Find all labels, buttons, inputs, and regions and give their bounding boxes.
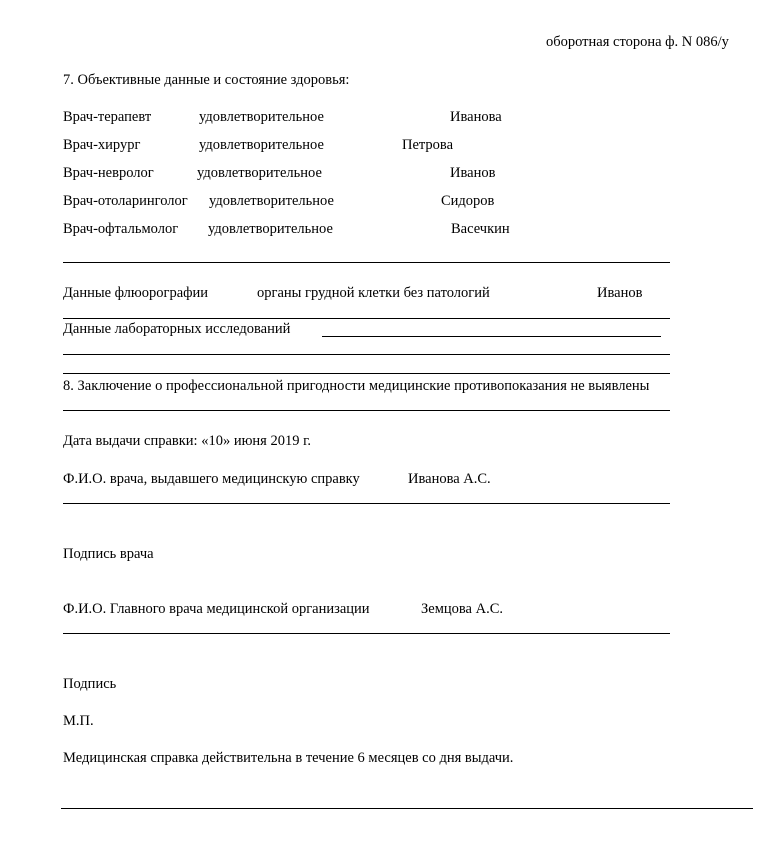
doctor-role: Врач-терапевт <box>63 109 152 125</box>
doctor-name: Васечкин <box>451 221 510 237</box>
doctor-name: Иванов <box>450 165 496 181</box>
chief-doctor-name: Земцова А.С. <box>421 601 503 617</box>
doctor-role: Врач-офтальмолог <box>63 221 179 237</box>
chief-doctor-label: Ф.И.О. Главного врача медицинской организации <box>63 601 370 617</box>
doctor-role: Врач-невролог <box>63 165 154 181</box>
doctor-status: удовлетворительное <box>208 221 333 237</box>
underline <box>63 503 670 504</box>
doctor-role: Врач-хирург <box>63 137 141 153</box>
fluorography-label: Данные флюорографии <box>63 285 209 301</box>
underline <box>63 633 670 634</box>
section-8-conclusion: 8. Заключение о профессиональной пригодности медицинские противопоказания не выявлены <box>63 378 650 394</box>
fluorography-value: органы грудной клетки без патологий <box>257 285 490 301</box>
doctor-name: Иванова <box>450 109 502 125</box>
underline <box>63 373 670 374</box>
chief-signature-label: Подпись <box>63 676 117 692</box>
doctor-status: удовлетворительное <box>197 165 322 181</box>
bottom-rule <box>61 808 753 809</box>
underline <box>63 262 670 263</box>
lab-label: Данные лабораторных исследований <box>63 321 291 337</box>
doctor-name: Петрова <box>402 137 454 153</box>
doctor-status: удовлетворительное <box>199 137 324 153</box>
doctor-role: Врач-отоларинголог <box>63 193 188 209</box>
doctor-status: удовлетворительное <box>199 109 324 125</box>
doctor-name: Сидоров <box>441 193 495 209</box>
issuing-doctor-name: Иванова А.С. <box>408 471 491 487</box>
validity-note: Медицинская справка действительна в течение 6 месяцев со дня выдачи. <box>63 750 514 766</box>
doctor-status: удовлетворительное <box>209 193 334 209</box>
underline <box>63 318 670 319</box>
issue-date: Дата выдачи справки: «10» июня 2019 г. <box>63 433 312 449</box>
issuing-doctor-label: Ф.И.О. врача, выдавшего медицинскую справку <box>63 471 360 487</box>
section-7-title: 7. Объективные данные и состояние здоровья: <box>63 72 350 88</box>
fluorography-doctor: Иванов <box>597 285 643 301</box>
underline <box>63 354 670 355</box>
underline <box>63 410 670 411</box>
form-reference: оборотная сторона ф. N 086/у <box>546 34 729 50</box>
stamp-label: М.П. <box>63 713 94 729</box>
doctor-signature-label: Подпись врача <box>63 546 154 562</box>
lab-fill-line <box>322 336 661 337</box>
